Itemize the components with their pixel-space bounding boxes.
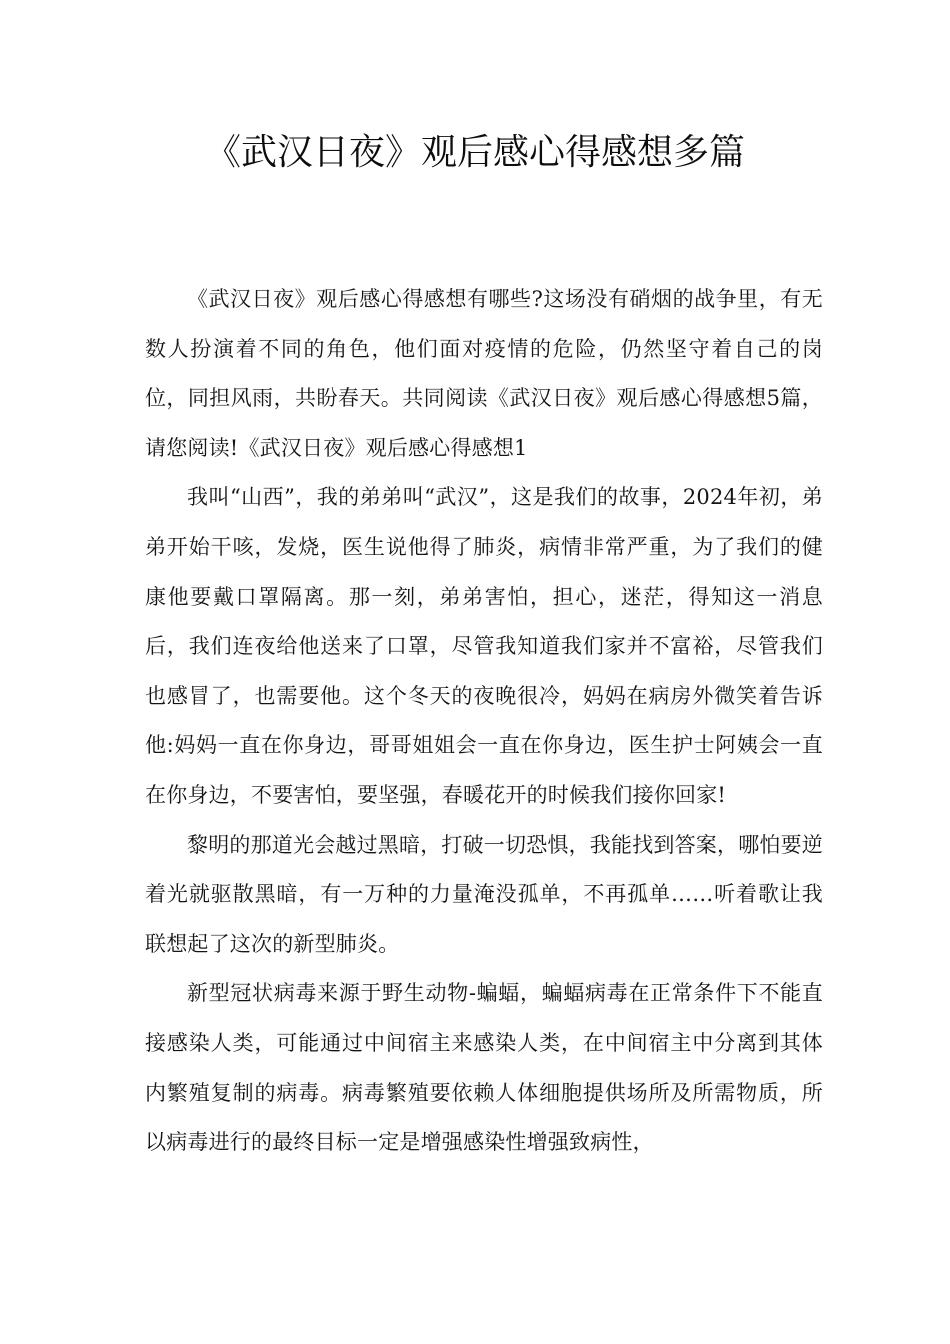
paragraph-song: 黎明的那道光会越过黑暗，打破一切恐惧，我能找到答案，哪怕要逆着光就驱散黑暗，有一万种的力量淹没孤单，不再孤单……听着歌让我联想起了这次的新型肺炎。 (145, 832, 823, 956)
paragraph-virus: 新型冠状病毒来源于野生动物-蝙蝠，蝙蝠病毒在正常条件下不能直接感染人类，可能通过中间宿主来感染人类，在中间宿主中分离到其体内繁殖复制的病毒。病毒繁殖要依赖人体细胞提供场所及所需物质，所以病毒进行的最终目标一定是增强感染性增强致病性， (145, 981, 823, 1155)
document-title: 《武汉日夜》观后感心得感想多篇 (204, 132, 745, 173)
document-body (145, 275, 823, 1168)
paragraph-intro: 《武汉日夜》观后感心得感想有哪些?这场没有硝烟的战争里，有无数人扮演着不同的角色，他们面对疫情的危险，仍然坚守着自己的岗位，同担风雨，共盼春天。共同阅读《武汉日夜》观后感心得感想5篇，请您阅读!《武汉日夜》观后感心得感想1 (145, 287, 823, 460)
paragraph-story: 我叫“山西”，我的弟弟叫“武汉”，这是我们的故事，2024年初，弟弟开始干咳，发烧，医生说他得了肺炎，病情非常严重，为了我们的健康他要戴口罩隔离。那一刻，弟弟害怕，担心，迷茫，得知这一消息后，我们连夜给他送来了口罩，尽管我知道我们家并不富裕，尽管我们也感冒了，也需要他。这个冬天的夜晚很冷，妈妈在病房外微笑着告诉他:妈妈一直在你身边，哥哥姐姐会一直在你身边，医生护士阿姨会一直在你身边，不要害怕，要坚强，春暖花开的时候我们接你回家! (145, 485, 823, 807)
